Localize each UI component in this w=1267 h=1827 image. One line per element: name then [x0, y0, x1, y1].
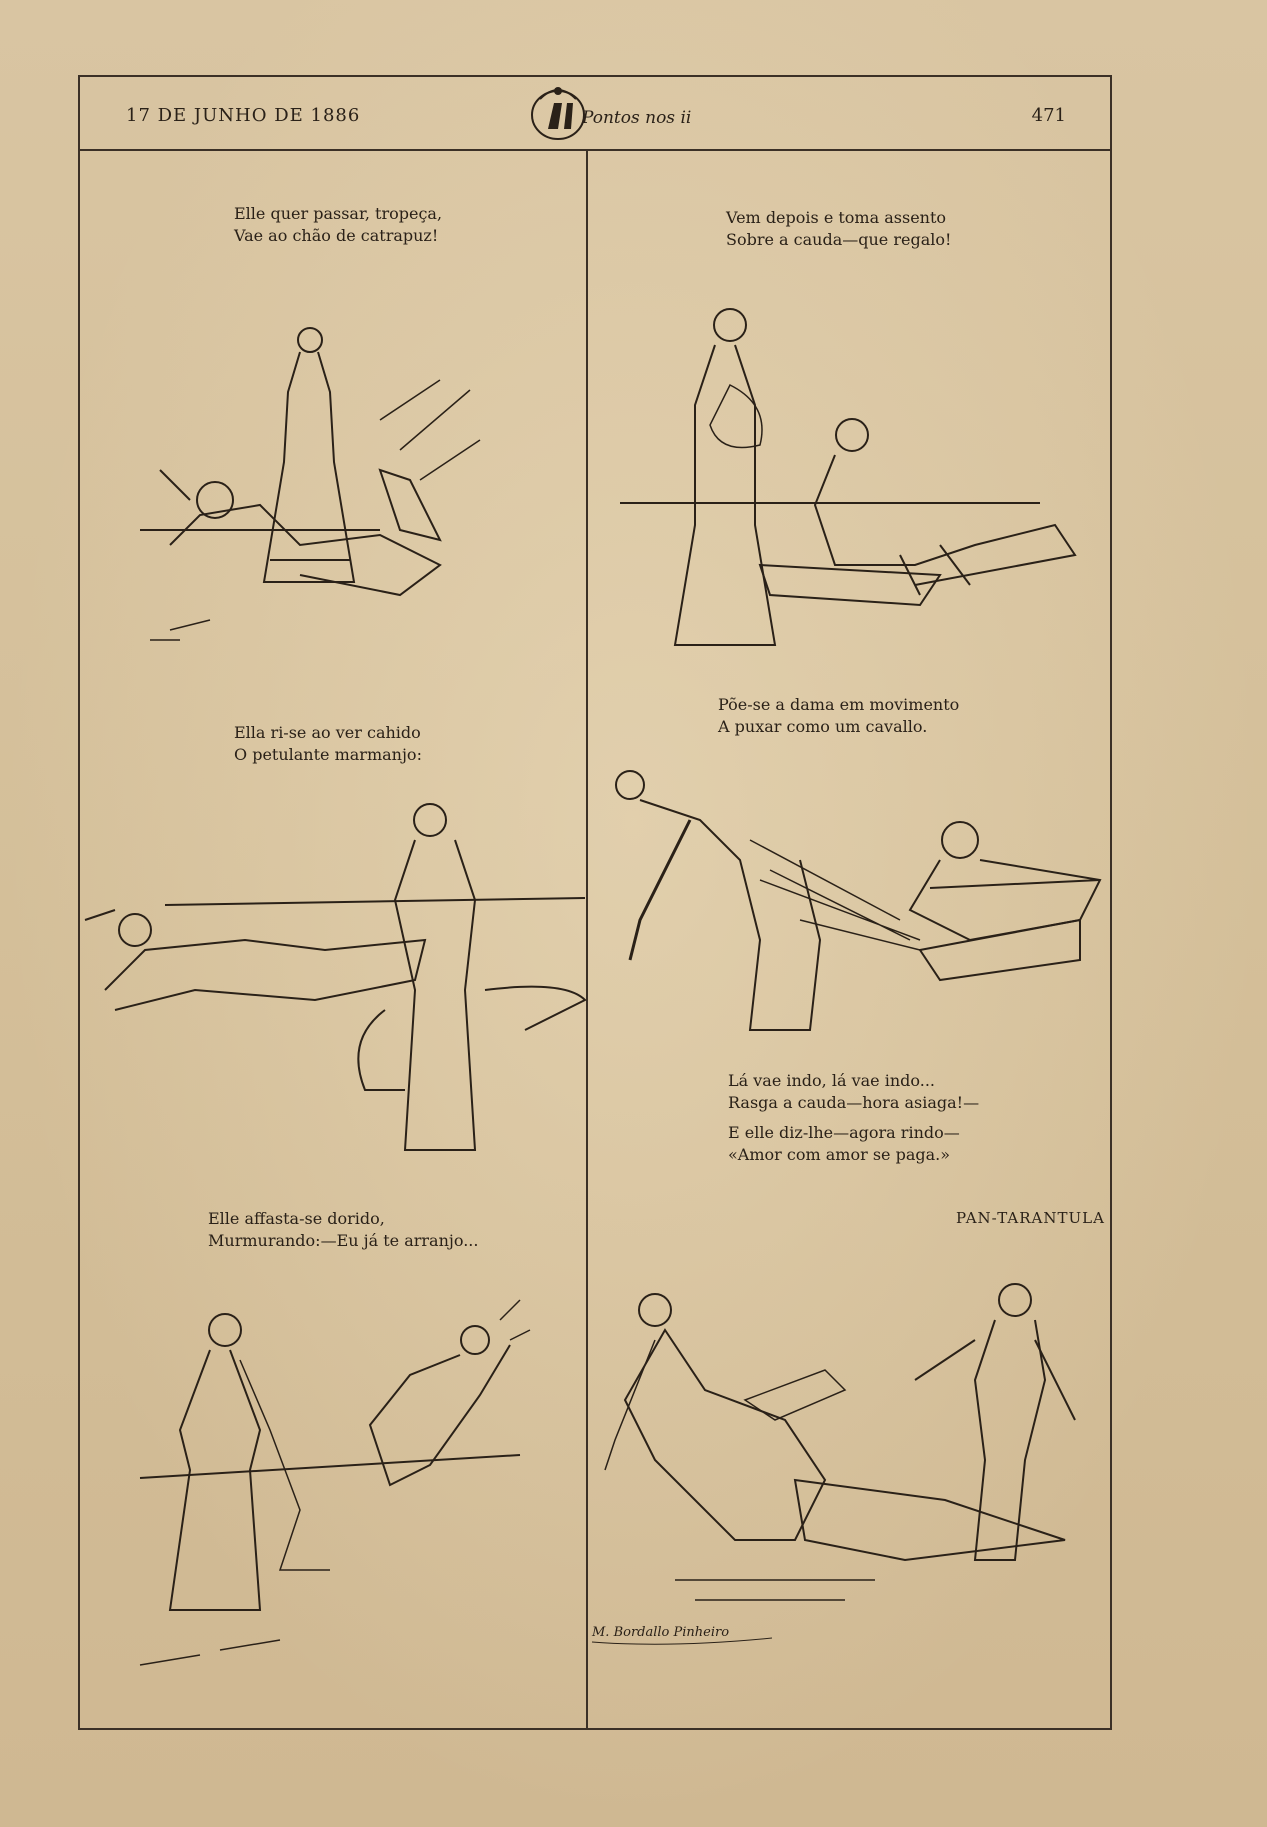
- panel-2-illustration: [620, 295, 1080, 665]
- panel-3-caption: [234, 722, 422, 766]
- caption-line: Elle affasta-se dorido,: [208, 1209, 385, 1228]
- caption-line: Elle quer passar, tropeça,: [234, 204, 443, 223]
- panel-1-caption: [234, 203, 442, 247]
- svg-text:M. Bordallo Pinheiro: M. Bordallo Pinheiro: [592, 1625, 730, 1640]
- panel-5-caption: [208, 1208, 478, 1252]
- panel-1-illustration: [130, 320, 570, 680]
- issue-date: 17 DE JUNHO DE 1886: [126, 105, 361, 126]
- caption-line: «Amor com amor se paga.»: [728, 1145, 951, 1164]
- caption-line: Vem depois e toma assento: [726, 208, 947, 227]
- masthead-logo: [518, 79, 692, 145]
- column-divider: [586, 151, 588, 1730]
- caption-line: Ella ri-se ao ver cahido: [234, 723, 421, 742]
- panel-5-illustration: [140, 1300, 540, 1680]
- panel-4-illustration: [600, 760, 1100, 1040]
- caption-line: E elle diz-lhe—agora rindo—: [728, 1123, 960, 1142]
- panel-6-illustration: [595, 1280, 1115, 1620]
- caption-line: O petulante marmanjo:: [234, 745, 422, 764]
- caption-line: Vae ao chão de catrapuz!: [234, 226, 439, 245]
- svg-text:Pontos nos ii: Pontos nos ii: [582, 108, 692, 128]
- caption-line: Lá vae indo, lá vae indo...: [728, 1071, 935, 1090]
- panel-4-caption: [718, 694, 959, 738]
- caption-line: Sobre a cauda—que regalo!: [726, 230, 952, 249]
- caption-line: A puxar como um cavallo.: [718, 717, 928, 736]
- page-header: [78, 75, 1112, 151]
- panel-2-caption: [726, 207, 951, 251]
- page-number: 471: [1031, 105, 1066, 126]
- artist-signature: [588, 1612, 778, 1652]
- caption-line: Murmurando:—Eu já te arranjo...: [208, 1231, 479, 1250]
- panel-6-caption: [728, 1070, 979, 1166]
- caption-line: Põe-se a dama em movimento: [718, 695, 960, 714]
- author-signature: PAN-TARANTULA: [956, 1209, 1105, 1227]
- caption-line: Rasga a cauda—hora asiaga!—: [728, 1093, 980, 1112]
- panel-3-illustration: [85, 790, 585, 1150]
